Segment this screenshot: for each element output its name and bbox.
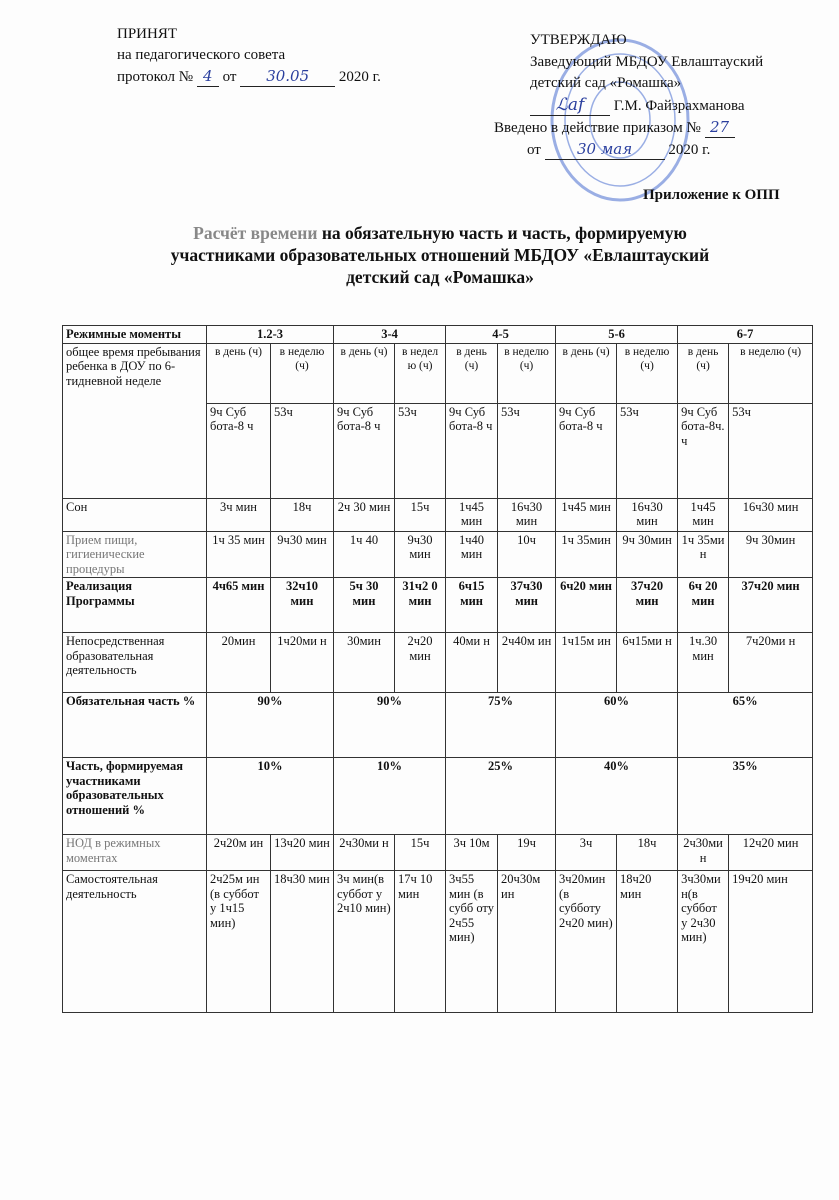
subheader-cell: в день (ч) xyxy=(207,343,271,403)
signer-name: Г.М. Файзрахманова xyxy=(613,98,745,114)
value-cell: 40% xyxy=(556,758,678,835)
value-cell: 16ч30 мин xyxy=(729,498,813,531)
title-part1: Расчёт времени xyxy=(193,223,318,243)
value-cell: 37ч30 мин xyxy=(498,578,556,633)
age-group-header: 5-6 xyxy=(556,326,678,344)
value-cell: 18ч30 мин xyxy=(271,871,334,1013)
value-cell: 2ч25м ин (в суббот у 1ч15 мин) xyxy=(207,871,271,1013)
value-cell: 37ч20 мин xyxy=(729,578,813,633)
protocol-line xyxy=(117,66,381,87)
appendix-label: Приложение к ОПП xyxy=(643,187,780,203)
protocol-from: от xyxy=(222,69,237,85)
value-cell: 7ч20ми н xyxy=(729,633,813,693)
order-year: 2020 г. xyxy=(668,142,711,158)
value-cell: 25% xyxy=(446,758,556,835)
value-cell: 19ч20 мин xyxy=(729,871,813,1013)
table-row xyxy=(63,871,813,1013)
value-cell: 3ч мин(в суббот у 2ч10 мин) xyxy=(334,871,395,1013)
row-label: Реализация Программы xyxy=(63,578,207,633)
row-label: Сон xyxy=(63,498,207,531)
value-cell: 1ч45 мин xyxy=(678,498,729,531)
value-cell: 9ч 30мин xyxy=(617,531,678,578)
table-row xyxy=(63,835,813,871)
row-label: Непосредственная образовательная деятельность xyxy=(63,633,207,693)
value-cell: 2ч20 мин xyxy=(395,633,446,693)
value-cell: 1ч45 мин xyxy=(556,498,617,531)
value-cell: 53ч xyxy=(617,403,678,498)
age-group-header: 1.2-3 xyxy=(207,326,334,344)
value-cell: 4ч65 мин xyxy=(207,578,271,633)
value-cell: 2ч40м ин xyxy=(498,633,556,693)
value-cell: 9ч Суб бота-8 ч xyxy=(207,403,271,498)
value-cell: 20мин xyxy=(207,633,271,693)
protocol-year: 2020 г. xyxy=(338,69,381,85)
order-date-line xyxy=(527,139,710,160)
value-cell: 1ч40 мин xyxy=(446,531,498,578)
value-cell: 90% xyxy=(207,693,334,758)
order-line xyxy=(494,117,735,138)
age-group-header: 3-4 xyxy=(334,326,446,344)
value-cell: 18ч xyxy=(271,498,334,531)
row-label: Самостоятельная деятельность xyxy=(63,871,207,1013)
order-number: 27 xyxy=(705,117,735,138)
value-cell: 53ч xyxy=(498,403,556,498)
subheader-cell: в неделю (ч) xyxy=(617,343,678,403)
value-cell: 1ч15м ин xyxy=(556,633,617,693)
value-cell: 3ч55 мин (в субб оту 2ч55 мин) xyxy=(446,871,498,1013)
signature-line xyxy=(530,95,745,116)
title-part2: на обязательную часть и часть, формируемую xyxy=(317,223,687,243)
value-cell: 16ч30 мин xyxy=(498,498,556,531)
accepted-label: ПРИНЯТ xyxy=(117,26,178,42)
value-cell: 9ч Суб бота-8ч. ч xyxy=(678,403,729,498)
title-line3: детский сад «Ромашка» xyxy=(346,267,534,287)
subheader-cell: в день (ч) xyxy=(678,343,729,403)
value-cell: 10% xyxy=(334,758,446,835)
value-cell: 90% xyxy=(334,693,446,758)
value-cell: 1ч 40 xyxy=(334,531,395,578)
value-cell: 15ч xyxy=(395,498,446,531)
value-cell: 1ч45 мин xyxy=(446,498,498,531)
value-cell: 16ч30 мин xyxy=(617,498,678,531)
value-cell: 10% xyxy=(207,758,334,835)
value-cell: 9ч Суб бота-8 ч xyxy=(556,403,617,498)
value-cell: 9ч Суб бота-8 ч xyxy=(446,403,498,498)
value-cell: 35% xyxy=(678,758,813,835)
value-cell: 6ч20 мин xyxy=(556,578,617,633)
subheader-cell: в недел ю (ч) xyxy=(395,343,446,403)
subheader-cell: в день (ч) xyxy=(334,343,395,403)
order-from: от xyxy=(527,142,541,158)
subheader-cell: в день (ч) xyxy=(446,343,498,403)
value-cell: 9ч30 мин xyxy=(271,531,334,578)
position-line1: Заведующий МБДОУ Евлаштауский xyxy=(530,54,764,70)
subheader-cell: в неделю (ч) xyxy=(271,343,334,403)
table-row xyxy=(63,578,813,633)
value-cell: 1ч 35мин xyxy=(556,531,617,578)
header-row xyxy=(63,326,813,344)
value-cell: 60% xyxy=(556,693,678,758)
time-table xyxy=(62,325,813,1013)
value-cell: 65% xyxy=(678,693,813,758)
order-date: 30 мая xyxy=(545,139,665,160)
protocol-prefix: протокол № xyxy=(117,69,194,85)
subheader-row xyxy=(63,343,813,403)
value-cell: 2ч 30 мин xyxy=(334,498,395,531)
mandatory-row xyxy=(63,693,813,758)
value-cell: 1ч20ми н xyxy=(271,633,334,693)
value-cell: 15ч xyxy=(395,835,446,871)
age-group-header: 4-5 xyxy=(446,326,556,344)
value-cell: 10ч xyxy=(498,531,556,578)
value-cell: 13ч20 мин xyxy=(271,835,334,871)
value-cell: 18ч xyxy=(617,835,678,871)
header-cell: Режимные моменты xyxy=(63,326,207,344)
order-prefix: Введено в действие приказом № xyxy=(494,120,701,136)
value-cell: 9ч30 мин xyxy=(395,531,446,578)
subheader-cell: в неделю (ч) xyxy=(729,343,813,403)
row-label: НОД в режимных моментах xyxy=(63,835,207,871)
value-cell: 53ч xyxy=(271,403,334,498)
formed-row xyxy=(63,758,813,835)
value-cell: 75% xyxy=(446,693,556,758)
value-cell: 3ч20мин (в субботу 2ч20 мин) xyxy=(556,871,617,1013)
value-cell: 3ч xyxy=(556,835,617,871)
value-cell: 9ч 30мин xyxy=(729,531,813,578)
table-row xyxy=(63,498,813,531)
row-label: общее время пребывания ребенка в ДОУ по 6-тидневной неделе xyxy=(63,343,207,498)
table-row xyxy=(63,531,813,578)
value-cell: 12ч20 мин xyxy=(729,835,813,871)
row-label: Часть, формируемая участниками образовательных отношений % xyxy=(63,758,207,835)
row-label: Обязательная часть % xyxy=(63,693,207,758)
value-cell: 2ч30ми н xyxy=(334,835,395,871)
value-cell: 53ч xyxy=(729,403,813,498)
value-cell: 5ч 30 мин xyxy=(334,578,395,633)
value-cell: 6ч 20 мин xyxy=(678,578,729,633)
protocol-date: 30.05 xyxy=(240,66,335,87)
subheader-cell: в неделю (ч) xyxy=(498,343,556,403)
value-cell: 17ч 10 мин xyxy=(395,871,446,1013)
value-cell: 3ч30ми н(в суббот у 2ч30 мин) xyxy=(678,871,729,1013)
value-cell: 9ч Суб бота-8 ч xyxy=(334,403,395,498)
approve-label: УТВЕРЖДАЮ xyxy=(530,32,627,48)
value-cell: 6ч15 мин xyxy=(446,578,498,633)
value-cell: 1ч.30 мин xyxy=(678,633,729,693)
table-row xyxy=(63,633,813,693)
value-cell: 32ч10 мин xyxy=(271,578,334,633)
value-cell: 2ч30ми н xyxy=(678,835,729,871)
value-cell: 40ми н xyxy=(446,633,498,693)
signature-icon: ℒ𝑎𝑓 xyxy=(530,95,610,116)
value-cell: 30мин xyxy=(334,633,395,693)
value-cell: 3ч мин xyxy=(207,498,271,531)
value-cell: 3ч 10м xyxy=(446,835,498,871)
council-label: на педагогического совета xyxy=(117,47,286,63)
value-cell: 19ч xyxy=(498,835,556,871)
position-line2: детский сад «Ромашка» xyxy=(530,75,682,91)
value-cell: 53ч xyxy=(395,403,446,498)
value-cell: 20ч30м ин xyxy=(498,871,556,1013)
value-cell: 1ч 35 мин xyxy=(207,531,271,578)
row-label: Прием пищи, гигиенические процедуры xyxy=(63,531,207,578)
value-cell: 1ч 35ми н xyxy=(678,531,729,578)
age-group-header: 6-7 xyxy=(678,326,813,344)
value-cell: 6ч15ми н xyxy=(617,633,678,693)
value-cell: 2ч20м ин xyxy=(207,835,271,871)
subheader-cell: в день (ч) xyxy=(556,343,617,403)
protocol-number: 4 xyxy=(197,66,219,87)
title-line2: участниками образовательных отношений МБДОУ «Евлаштауский xyxy=(170,245,710,265)
page-title xyxy=(90,222,790,288)
value-cell: 18ч20 мин xyxy=(617,871,678,1013)
value-cell: 31ч2 0 мин xyxy=(395,578,446,633)
value-cell: 37ч20 мин xyxy=(617,578,678,633)
